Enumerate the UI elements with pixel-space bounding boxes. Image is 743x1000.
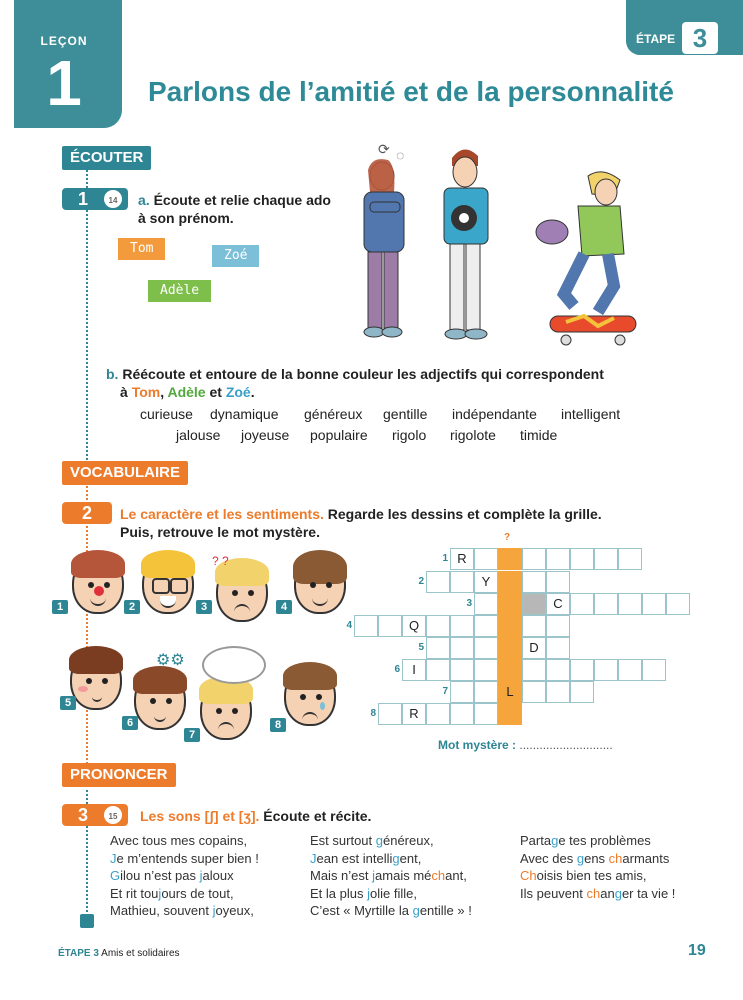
crossword-cell[interactable]	[450, 571, 474, 593]
poem-line: Je m’entends super bien !	[110, 850, 259, 866]
adjective-jalouse[interactable]: jalouse	[176, 427, 221, 443]
audio-track-14-icon[interactable]: 14	[104, 190, 122, 208]
crossword-cell[interactable]	[474, 703, 498, 725]
crossword-cell[interactable]	[546, 615, 570, 637]
face-number-3: 3	[196, 600, 212, 614]
girl-arms-crossed-figure	[364, 141, 404, 337]
crossword-cell[interactable]	[522, 615, 546, 637]
face-1-clown-nose	[72, 554, 124, 614]
ex1-a-line2: à son prénom.	[138, 210, 234, 226]
exercise-3-number: 3	[78, 805, 89, 825]
face-number-2: 2	[124, 600, 140, 614]
adjective-dynamique[interactable]: dynamique	[210, 406, 279, 422]
crossword-cell[interactable]	[570, 548, 594, 570]
section-prononcer: PRONONCER	[62, 763, 176, 787]
crossword-cell[interactable]	[546, 548, 570, 570]
svg-text:⟳: ⟳	[378, 141, 390, 157]
crossword-cell[interactable]	[354, 615, 378, 637]
crossword-mystery-cell[interactable]	[498, 548, 522, 570]
audio-track-15-icon[interactable]: 15	[104, 806, 122, 824]
name-tag-tom[interactable]: Tom	[118, 238, 165, 260]
face-number-1: 1	[52, 600, 68, 614]
poem-line: Mais n’est jamais méchant,	[310, 868, 467, 883]
crossword-cell[interactable]	[522, 571, 546, 593]
ex2-instruction-line1: Le caractère et les sentiments. Regarde les dessins et complète la grille.	[120, 506, 602, 522]
exercise-2-number: 2	[82, 503, 93, 523]
teenagers-illustration	[352, 136, 642, 350]
crossword-cell[interactable]	[474, 548, 498, 570]
crossword-mystery-cell[interactable]	[498, 637, 522, 659]
poem-line: Gilou n’est pas jaloux	[110, 868, 234, 883]
skateboard-girl-figure	[536, 172, 636, 345]
adjective-rigolote[interactable]: rigolote	[450, 427, 496, 443]
crossword-cell[interactable]	[642, 659, 666, 681]
crossword-cell[interactable]	[378, 615, 402, 637]
crossword-cell[interactable]	[450, 637, 474, 659]
exercise-3-tab	[62, 804, 128, 826]
footer-chapter: ÉTAPE 3 Amis et solidaires	[58, 948, 180, 959]
face-8-crying	[284, 666, 336, 726]
timeline-vocabulaire	[86, 486, 88, 764]
crossword-cell[interactable]	[474, 593, 498, 615]
crossword-cell[interactable]	[474, 615, 498, 637]
poem-line: C’est « Myrtille la gentille » !	[310, 903, 472, 918]
poem-column-2	[310, 832, 472, 920]
crossword-cell[interactable]	[570, 681, 594, 703]
ex1-a-line1: a. Écoute et relie chaque ado	[138, 192, 331, 208]
face-5-blushing	[70, 650, 122, 710]
crossword-cell[interactable]	[570, 593, 594, 615]
crossword-cell[interactable]: D	[522, 637, 546, 659]
poem-column-1	[110, 832, 259, 920]
crossword-row-number: 2	[418, 576, 424, 587]
etape-label: ÉTAPE	[636, 32, 676, 46]
crossword-cell[interactable]	[522, 548, 546, 570]
crossword-cell[interactable]	[522, 593, 546, 615]
crossword-row-number: 7	[442, 686, 448, 697]
crossword-mystery-cell[interactable]: L	[498, 681, 522, 703]
crossword-mystery-cell[interactable]	[498, 659, 522, 681]
crossword-row-number: 3	[466, 598, 472, 609]
face-7-jealous	[200, 680, 252, 740]
crossword-cell[interactable]	[618, 659, 642, 681]
crossword-cell[interactable]	[522, 681, 546, 703]
crossword-cell[interactable]: Y	[474, 571, 498, 593]
crossword-cell[interactable]: Q	[402, 615, 426, 637]
crossword-cell[interactable]	[546, 571, 570, 593]
poem-line: Jean est intelligent,	[310, 850, 422, 866]
crossword-cell[interactable]	[618, 593, 642, 615]
section-vocabulaire: VOCABULAIRE	[62, 461, 188, 485]
crossword-mystery-cell[interactable]	[498, 571, 522, 593]
crossword-cell[interactable]	[450, 659, 474, 681]
adjective-timide[interactable]: timide	[520, 427, 558, 443]
mystery-word-label: Mot mystère : ............................	[438, 738, 613, 752]
adjective-intelligent[interactable]: intelligent	[561, 406, 621, 422]
timeline-ecouter	[86, 170, 88, 460]
face-2-glasses-smile	[142, 554, 194, 614]
crossword-cell[interactable]	[426, 637, 450, 659]
page-number: 19	[688, 942, 706, 959]
lesson-number: 1	[46, 47, 82, 119]
face-4-brown-hair-girl	[294, 554, 346, 614]
crossword-cell[interactable]	[546, 637, 570, 659]
adjective-rigolo[interactable]: rigolo	[392, 427, 427, 443]
exercise-2-tab	[62, 502, 112, 524]
face-number-8: 8	[270, 718, 286, 732]
timeline-end-marker	[80, 914, 94, 928]
poem-line: Et la plus jolie fille,	[310, 885, 417, 901]
name-tag-adele[interactable]: Adèle	[148, 280, 211, 302]
crossword-cell[interactable]	[594, 659, 618, 681]
mystery-column-marker: ?	[504, 532, 511, 543]
page-title: Parlons de l’amitié et de la personnalité	[148, 76, 674, 107]
svg-text:◌: ◌	[396, 147, 405, 163]
face-3-confused-girl	[216, 562, 268, 622]
poem-line: Avec des gens charmants	[520, 850, 670, 866]
face-number-5: 5	[60, 696, 76, 710]
crossword-cell[interactable]: R	[402, 703, 426, 725]
crossword-mystery-cell[interactable]	[498, 593, 522, 615]
crossword-cell[interactable]	[426, 615, 450, 637]
crossword-cell[interactable]	[426, 571, 450, 593]
crossword-cell[interactable]	[474, 681, 498, 703]
ex3-instruction: Les sons [ʃ] et [ʒ]. Écoute et récite.	[140, 808, 372, 824]
crossword-cell[interactable]: I	[402, 659, 426, 681]
crossword-cell[interactable]	[474, 659, 498, 681]
adjective-curieuse[interactable]: curieuse	[140, 406, 193, 422]
crossword-cell[interactable]: C	[546, 593, 570, 615]
crossword-cell[interactable]	[474, 637, 498, 659]
crossword-row-number: 4	[346, 620, 352, 631]
crossword-row-number: 8	[370, 708, 376, 719]
name-tag-zoe[interactable]: Zoé	[212, 245, 259, 267]
poem-line: Choisis bien tes amis,	[520, 868, 647, 883]
crossword-mystery-cell[interactable]	[498, 615, 522, 637]
crossword-cell[interactable]	[426, 703, 450, 725]
crossword-cell[interactable]	[522, 659, 546, 681]
crossword-cell[interactable]	[450, 681, 474, 703]
crossword-cell[interactable]	[546, 681, 570, 703]
gears-icon: ⚙⚙	[156, 652, 185, 669]
adjective-independante[interactable]: indépendante	[452, 406, 537, 422]
crossword-cell[interactable]	[594, 593, 618, 615]
crossword-cell[interactable]	[642, 593, 666, 615]
poem-line: Et rit toujours de tout,	[110, 885, 234, 901]
question-marks-icon: ? ?	[212, 554, 229, 568]
ex2-instruction-line2: Puis, retrouve le mot mystère.	[120, 524, 320, 540]
crossword-cell[interactable]	[594, 548, 618, 570]
ex1-b-line1: b. Réécoute et entoure de la bonne couleur les adjectifs qui correspondent	[106, 366, 604, 382]
poem-line: Partage tes problèmes	[520, 833, 651, 848]
etape-number: 3	[682, 22, 718, 54]
face-number-6: 6	[122, 716, 138, 730]
face-number-7: 7	[184, 728, 200, 742]
boy-with-ball-figure	[444, 149, 488, 339]
lesson-label: LEÇON	[40, 34, 88, 48]
section-ecouter: ÉCOUTER	[62, 146, 151, 170]
poem-line: Ils peuvent changer ta vie !	[520, 885, 676, 901]
crossword-cell[interactable]	[666, 593, 690, 615]
crossword-row-number: 1	[442, 553, 448, 564]
poem-column-3	[520, 832, 675, 902]
exercise-1-tab	[62, 188, 128, 210]
face-number-4: 4	[276, 600, 292, 614]
poem-line: Est surtout généreux,	[310, 833, 434, 848]
exercise-1-number: 1	[78, 189, 89, 209]
adjective-joyeuse[interactable]: joyeuse	[241, 427, 290, 443]
adjective-genereux[interactable]: généreux	[304, 406, 363, 422]
thought-bubble-icon	[202, 646, 266, 684]
crossword-cell[interactable]: R	[450, 548, 474, 570]
poem-line: Avec tous mes copains,	[110, 833, 248, 848]
face-6-thinking	[134, 670, 186, 730]
crossword-cell[interactable]	[546, 659, 570, 681]
crossword-cell[interactable]	[618, 548, 642, 570]
crossword-row-number: 6	[394, 664, 400, 675]
crossword-cell[interactable]	[426, 659, 450, 681]
crossword-cell[interactable]	[450, 703, 474, 725]
crossword-mystery-cell[interactable]	[498, 703, 522, 725]
ex1-b-line2: à Tom, Adèle et Zoé.	[120, 384, 255, 400]
adjective-gentille[interactable]: gentille	[383, 406, 428, 422]
poem-line: Mathieu, souvent joyeux,	[110, 903, 254, 918]
adjective-populaire[interactable]: populaire	[310, 427, 368, 443]
crossword-cell[interactable]	[378, 703, 402, 725]
crossword-cell[interactable]	[450, 615, 474, 637]
crossword-row-number: 5	[418, 642, 424, 653]
crossword-cell[interactable]	[570, 659, 594, 681]
